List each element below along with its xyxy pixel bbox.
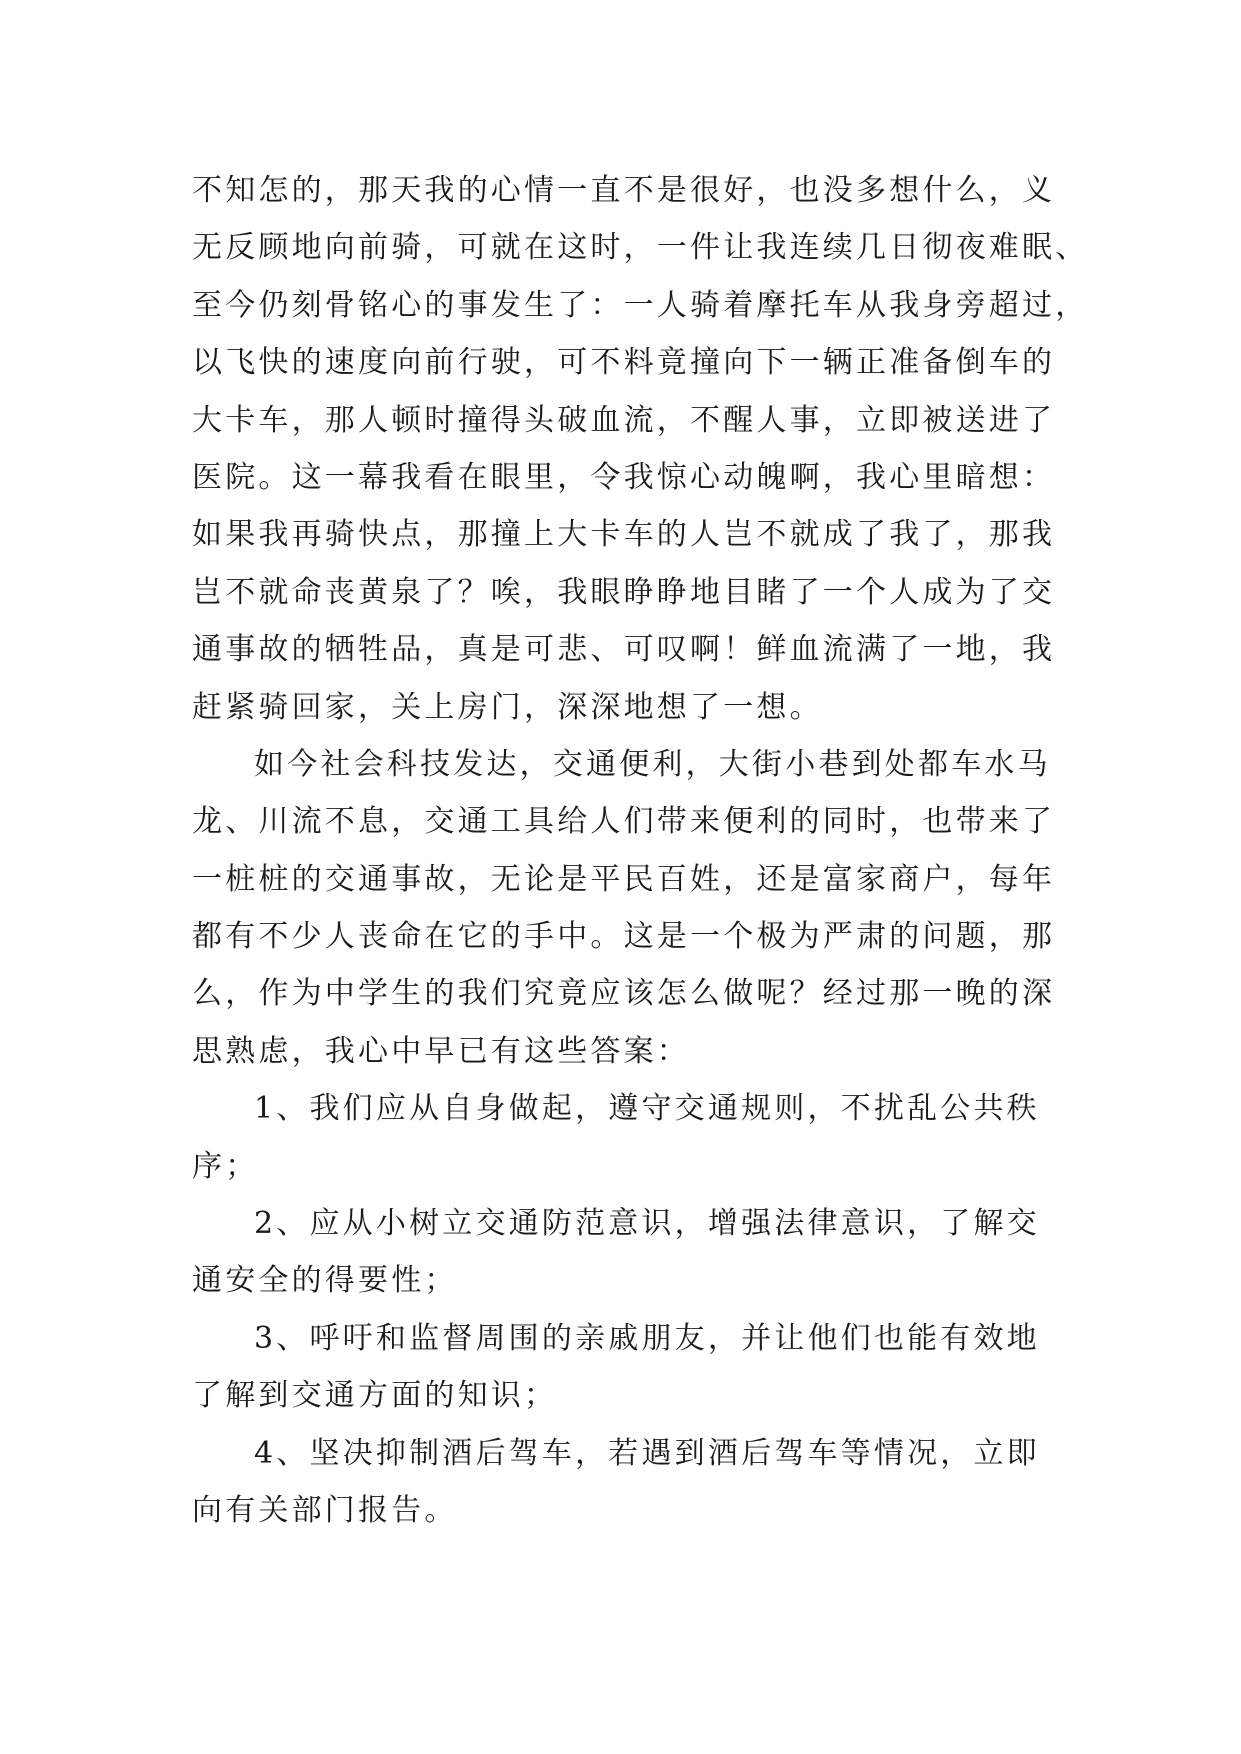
text-line: 岂不就命丧黄泉了？唉，我眼睁睁地目睹了一个人成为了交 — [192, 574, 1056, 610]
text-line: 向有关部门报告。 — [192, 1492, 458, 1528]
list-item-3: 3、呼吁和监督周围的亲戚朋友，并让他们也能有效地 — [254, 1320, 1040, 1356]
text-line: 龙、川流不息，交通工具给人们带来便利的同时，也带来了 — [192, 804, 1056, 840]
list-item-1: 1、我们应从自身做起，遵守交通规则，不扰乱公共秩 — [254, 1091, 1040, 1127]
text-line: 无反顾地向前骑，可就在这时，一件让我连续几日彻夜难眠、 — [192, 230, 1089, 266]
text-line: 至今仍刻骨铭心的事发生了：一人骑着摩托车从我身旁超过， — [192, 287, 1089, 323]
text-line: 赶紧骑回家，关上房门，深深地想了一想。 — [192, 689, 823, 725]
list-item-4: 4、坚决抑制酒后驾车，若遇到酒后驾车等情况，立即 — [254, 1435, 1040, 1471]
list-item-2: 2、应从小树立交通防范意识，增强法律意识，了解交 — [254, 1206, 1040, 1242]
text-line: 思熟虑，我心中早已有这些答案： — [192, 1033, 690, 1069]
text-line: 如果我再骑快点，那撞上大卡车的人岂不就成了我了，那我 — [192, 517, 1056, 553]
text-line: 序； — [192, 1148, 259, 1184]
text-line: 不知怎的，那天我的心情一直不是很好，也没多想什么，义 — [192, 173, 1056, 208]
paragraph-start-line: 如今社会科技发达，交通便利，大街小巷到处都车水马 — [254, 746, 1051, 782]
text-line: 都有不少人丧命在它的手中。这是一个极为严肃的问题，那 — [192, 919, 1056, 955]
body-text — [192, 162, 1089, 1539]
text-line: 了解到交通方面的知识； — [192, 1378, 558, 1414]
text-line: 么，作为中学生的我们究竟应该怎么做呢？经过那一晚的深 — [192, 976, 1056, 1012]
text-line: 医院。这一幕我看在眼里，令我惊心动魄啊，我心里暗想： — [192, 459, 1056, 495]
text-line: 大卡车，那人顿时撞得头破血流，不醒人事，立即被送进了 — [192, 402, 1056, 438]
text-line: 通事故的牺牲品，真是可悲、可叹啊！鲜血流满了一地，我 — [192, 632, 1056, 668]
text-line: 以飞快的速度向前行驶，可不料竟撞向下一辆正准备倒车的 — [192, 345, 1056, 381]
text-line: 通安全的得要性； — [192, 1263, 458, 1299]
text-line: 一桩桩的交通事故，无论是平民百姓，还是富家商户，每年 — [192, 861, 1056, 897]
